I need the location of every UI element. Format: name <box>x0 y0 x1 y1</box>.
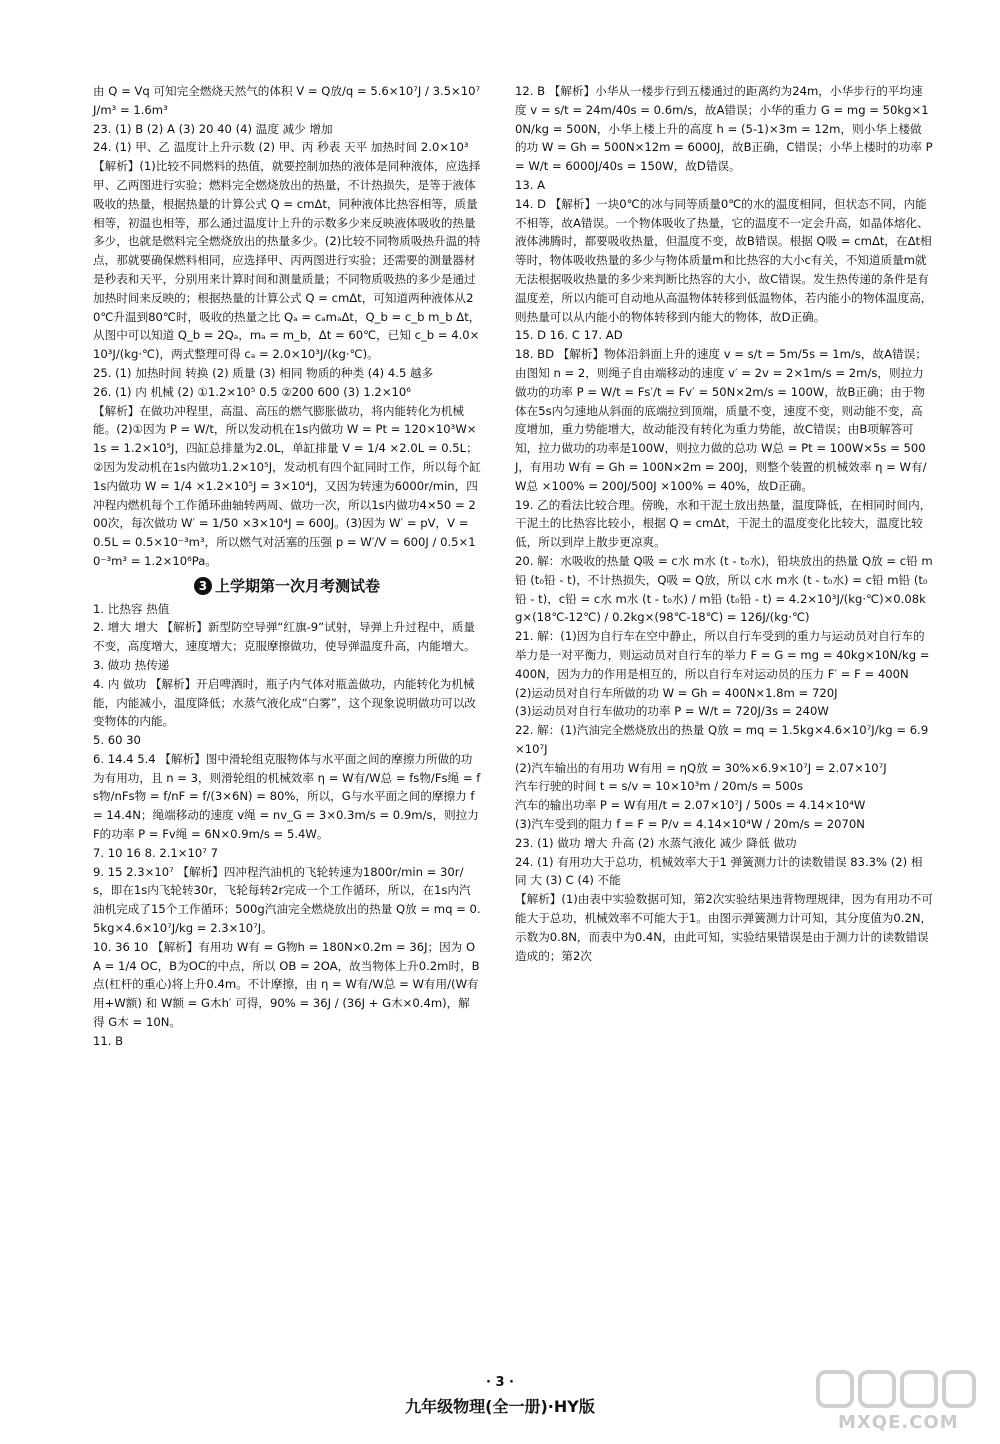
answer-item: 25. (1) 加热时间 转换 (2) 质量 (3) 相同 物质的种类 (4) 4.5 越多 <box>93 365 434 380</box>
answer-item: 9. 15 2.3×10⁷ 【解析】四冲程汽油机的飞轮转速为1800r/min = 30r/s，即在1s内飞轮转30r，飞轮每转2r完成一个工作循环，所以，在1s内汽油机完成了15个工作循环；500g汽油完全燃烧放出的热量 Q放 = mq = 0.5kg×4.6×10⁷J/kg = 2.3×10⁷J。 <box>93 864 481 936</box>
answer-item: 23. (1) 做功 增大 升高 (2) 水蒸气液化 减少 降低 做功 <box>515 835 797 850</box>
answer-item: 24. (1) 甲、乙 温度计上升示数 (2) 甲、丙 秒表 天平 加热时间 2.0×10³ <box>93 140 469 155</box>
answer-item: (2)运动员对自行车所做的功 W = Gh = 400N×1.8m = 720J <box>515 685 838 700</box>
answer-item: 21. 解：(1)因为自行车在空中静止，所以自行车受到的重力与运动员对自行车的举力是一对平衡力，则运动员对自行车的举力 F = G = mg = 40kg×10N/kg = 400N，因为力的作用是相互的，所以自行车对运动员的压力 F′ = F = 400N <box>515 629 930 681</box>
answer-item: 3. 做功 热传递 <box>93 657 170 672</box>
section-number-badge: 3 <box>194 577 212 595</box>
answer-item: 2. 增大 增大 【解析】新型防空导弹“红旗-9”试射，导弹上升过程中，质量不变，高度增大，速度增大；克服摩擦做功，使导弹温度升高，内能增大。 <box>93 620 476 654</box>
book-title: 九年级物理(全一册)·HY版 <box>405 1397 595 1416</box>
answer-item: 汽车行驶的时间 t = s/v = 10×10³m / 20m/s = 500s <box>515 779 804 794</box>
answer-item: 20. 解：水吸收的热量 Q吸 = c水 m水 (t - t₀水)，铅块放出的热量 Q放 = c铅 m铅 (t₀铅 - t)，不计热损失，Q吸 = Q放，所以 c水 m水 (t - t₀水) = c铅 m铅 (t₀铅 - t)，c铅 = c水 m水 (t - t₀水) / m铅 (t₀铅 - t) = 4.2×10³J/(kg·℃)×0.08kg×(18℃-12℃) / 0.2kg×(98℃-18℃) = 126J/(kg·℃) <box>515 553 933 625</box>
page-number: · 3 · <box>486 1375 514 1390</box>
section-heading <box>93 577 481 596</box>
right-column <box>515 82 933 965</box>
answer-item: 4. 内 做功 【解析】开启啤酒时，瓶子内气体对瓶盖做功，内能转化为机械能，内能减小，温度降低；水蒸气液化成“白雾”，这个现象说明做功可以改变物体的内能。 <box>93 676 477 729</box>
watermark-text: MXQE.COM <box>838 1412 959 1433</box>
answer-item: 18. BD 【解析】物体沿斜面上升的速度 v = s/t = 5m/5s = 1m/s，故A错误；由图知 n = 2，则绳子自由端移动的速度 v′ = 2v = 2×1m/s = 2m/s，则拉力做功的功率 P = W/t = Fs′/t = Fv′ = 50N×2m/s = 100W，故B正确；由于物体在5s内匀速地从斜面的底端拉到顶端，质量不变，速度不变，则动能不变，高度增加，重力势能增大，故动能没有转化为重力势能，故C错误；由B项解答可知，拉力做功的功率是100W，则拉力做的总功 W总 = Pt = 100W×5s = 500J，有用功 W有 = Gh = 100N×2m = 200J，则整个装置的机械效率 η = W有/W总 ×100% = 200J/500J ×100% = 40%，故D正确。 <box>515 347 927 493</box>
answer-item: 5. 60 30 <box>93 733 141 748</box>
answer-item: 15. D 16. C 17. AD <box>515 328 623 343</box>
answer-item: 26. (1) 内 机械 (2) ①1.2×10⁵ 0.5 ②200 600 (3) 1.2×10⁶ <box>93 384 411 399</box>
answer-item: 24. (1) 有用功大于总功，机械效率大于1 弹簧测力计的读数错误 83.3% (2) 相同 大 (3) C (4) 不能 <box>515 854 923 888</box>
answer-item: 7. 10 16 8. 2.1×10⁷ 7 <box>93 845 218 860</box>
answer-item: 23. (1) B (2) A (3) 20 40 (4) 温度 减少 增加 <box>93 121 333 136</box>
analysis-paragraph: 【解析】(1)由表中实验数据可知，第2次实验结果违背物理规律，因为有用功不可能大于总功，机械效率不可能大于1。由图示弹簧测力计可知，其分度值为0.2N，示数为0.8N，而表中为0.4N，由此可知，实验结果错误是由于测力计的读数错误造成的；第2次 <box>515 892 933 963</box>
answer-item: 6. 14.4 5.4 【解析】图中滑轮组克服物体与水平面之间的摩擦力所做的功为有用功，且 n = 3，则滑轮组的机械效率 η = W有/W总 = fs物/Fs绳 = fs物/nFs物 = f/nF = f/(3×6N) = 80%，所以，G与水平面之间的摩擦力 f = 14.4N；绳端移动的速度 v绳 = nv_G = 3×0.3m/s = 0.9m/s，则拉力F的功率 P = Fv绳 = 6N×0.9m/s = 5.4W。 <box>93 751 481 842</box>
answer-item: 12. B 【解析】小华从一楼步行到五楼通过的距离约为24m，小华步行的平均速度 v = s/t = 24m/40s = 0.6m/s，故A错误；小华的重力 G = mg = 50kg×10N/kg = 500N，小华上楼上升的高度 h = (5-1)×3m = 12m，则小华上楼做的功 W = Gh = 500N×12m = 6000J，故B正确，C错误；小华上楼时的功率 P = W/t = 6000J/40s = 150W，故D错误。 <box>515 84 933 174</box>
answer-item: 11. B <box>93 1033 124 1048</box>
answer-item: 22. 解：(1)汽油完全燃烧放出的热量 Q放 = mq = 1.5kg×4.6×10⁷J/kg = 6.9×10⁷J <box>515 723 929 756</box>
answer-item: 汽车的输出功率 P = W有用/t = 2.07×10⁷J / 500s = 4.14×10⁴W <box>515 798 866 813</box>
analysis-paragraph: 【解析】在做功冲程里，高温、高压的燃气膨胀做功，将内能转化为机械能。(2)①因为 P = W/t，所以发动机在1s内做功 W = Pt = 120×10³W×1s = 1.2×10⁵J，四缸总排量为2.0L，单缸排量 V = 1/4 ×2.0L = 0.5L；②因为发动机在1s内做功1.2×10⁵J，发动机有四个缸同时工作，所以每个缸1s内做功 W = 1/4 ×1.2×10⁵J = 3×10⁴J，又因为转速为6000r/min，四冲程内燃机每个工作循环曲轴转两周、做功一次，所以1s内做功4×50 = 200次，每次做功 W′ = 1/50 ×3×10⁴J = 600J。(3)因为 W′ = pV，V = 0.5L = 0.5×10⁻³m³，所以燃气对活塞的压强 p = W′/V = 600J / 0.5×10⁻³m³ = 1.2×10⁶Pa。 <box>93 403 481 568</box>
answer-item: (2)汽车输出的有用功 W有用 = ηQ放 = 30%×6.9×10⁷J = 2.07×10⁷J <box>515 760 887 775</box>
answer-item: 10. 36 10 【解析】有用功 W有 = G物h = 180N×0.2m = 36J；因为 OA = 1/4 OC，B为OC的中点，所以 OB = 2OA，故当物体上升0.2m时，B点(杠杆的重心)将上升0.4m。不计摩擦，由 η = W有/W总 = W有用/(W有用+W额) 和 W额 = G木h′ 可得，90% = 36J / (36J + G木×0.4m)，解得 G木 = 10N。 <box>93 939 480 1030</box>
answer-item: 14. D 【解析】一块0℃的冰与同等质量0℃的水的温度相同，但状态不同，内能不相等，故A错误。一个物体吸收了热量，它的温度不一定会升高，如晶体熔化、液体沸腾时，都要吸收热量，但温度不变，故B错误。根据 Q吸 = cmΔt，在Δt相等时，物体吸收热量的多少与物体质量m和比热容的大小c有关，不知道质量m就无法根据吸收热量的多少来判断比热容的大小，故C错误。发生热传递的条件是有温度差，所以内能可自动地从高温物体转移到低温物体，若内能小的物体温度高，则热量可以从内能小的物体转移到内能大的物体，故D正确。 <box>515 196 933 324</box>
section-title: 上学期第一次月考测试卷 <box>214 576 380 595</box>
answer-item: 由 Q = Vq 可知完全燃烧天然气的体积 V = Q放/q = 5.6×10⁷J / 3.5×10⁷J/m³ = 1.6m³ <box>93 84 481 117</box>
answer-item: (3)汽车受到的阻力 f = F = P/v = 4.14×10⁴W / 20m/s = 2070N <box>515 817 865 832</box>
answer-item: 1. 比热容 热值 <box>93 601 170 616</box>
answer-item: 19. 乙的看法比较合理。傍晚，水和干泥土放出热量，温度降低，在相同时间内，干泥土的比热容比较小，根据 Q = cmΔt，干泥土的温度变化比较大，温度比较低，所以到岸上散步更凉爽。 <box>515 497 932 550</box>
left-column <box>93 82 481 1051</box>
watermark-logo <box>808 1368 978 1436</box>
analysis-paragraph: 【解析】(1)比较不同燃料的热值，就要控制加热的液体是同种液体，应选择甲、乙两图进行实验；燃料完全燃烧放出的热量，不计热损失，是等于液体吸收的热量，根据热量的计算公式 Q = cmΔt，同种液体比热容相等，质量相等，初温也相等，那么通过温度计上升的示数多少来反映液体吸收的热量多少，也就是燃料完全燃烧放出的热量多少。(2)比较不同物质吸热升温的特点，那就要确保燃料相同，应选择甲、丙两图进行实验；还需要的测量器材是秒表和天平，分别用来计算时间和测量质量；不同物质吸热的多少是通过加热时间来反映的；根据热量的计算公式 Q = cmΔt，可知道两种液体从20℃升温到80℃时，吸收的热量之比 Qₐ = cₐmₐΔt，Q_b = c_b m_b Δt，从图中可以知道 Q_b = 2Qₐ，mₐ = m_b，Δt = 60℃，已知 c_b = 4.0×10³J/(kg·℃)，两式整理可得 cₐ = 2.0×10³J/(kg·℃)。 <box>93 159 481 362</box>
answer-item: (3)运动员对自行车做功的功率 P = W/t = 720J/3s = 240W <box>515 704 829 719</box>
answer-item: 13. A <box>515 177 546 192</box>
